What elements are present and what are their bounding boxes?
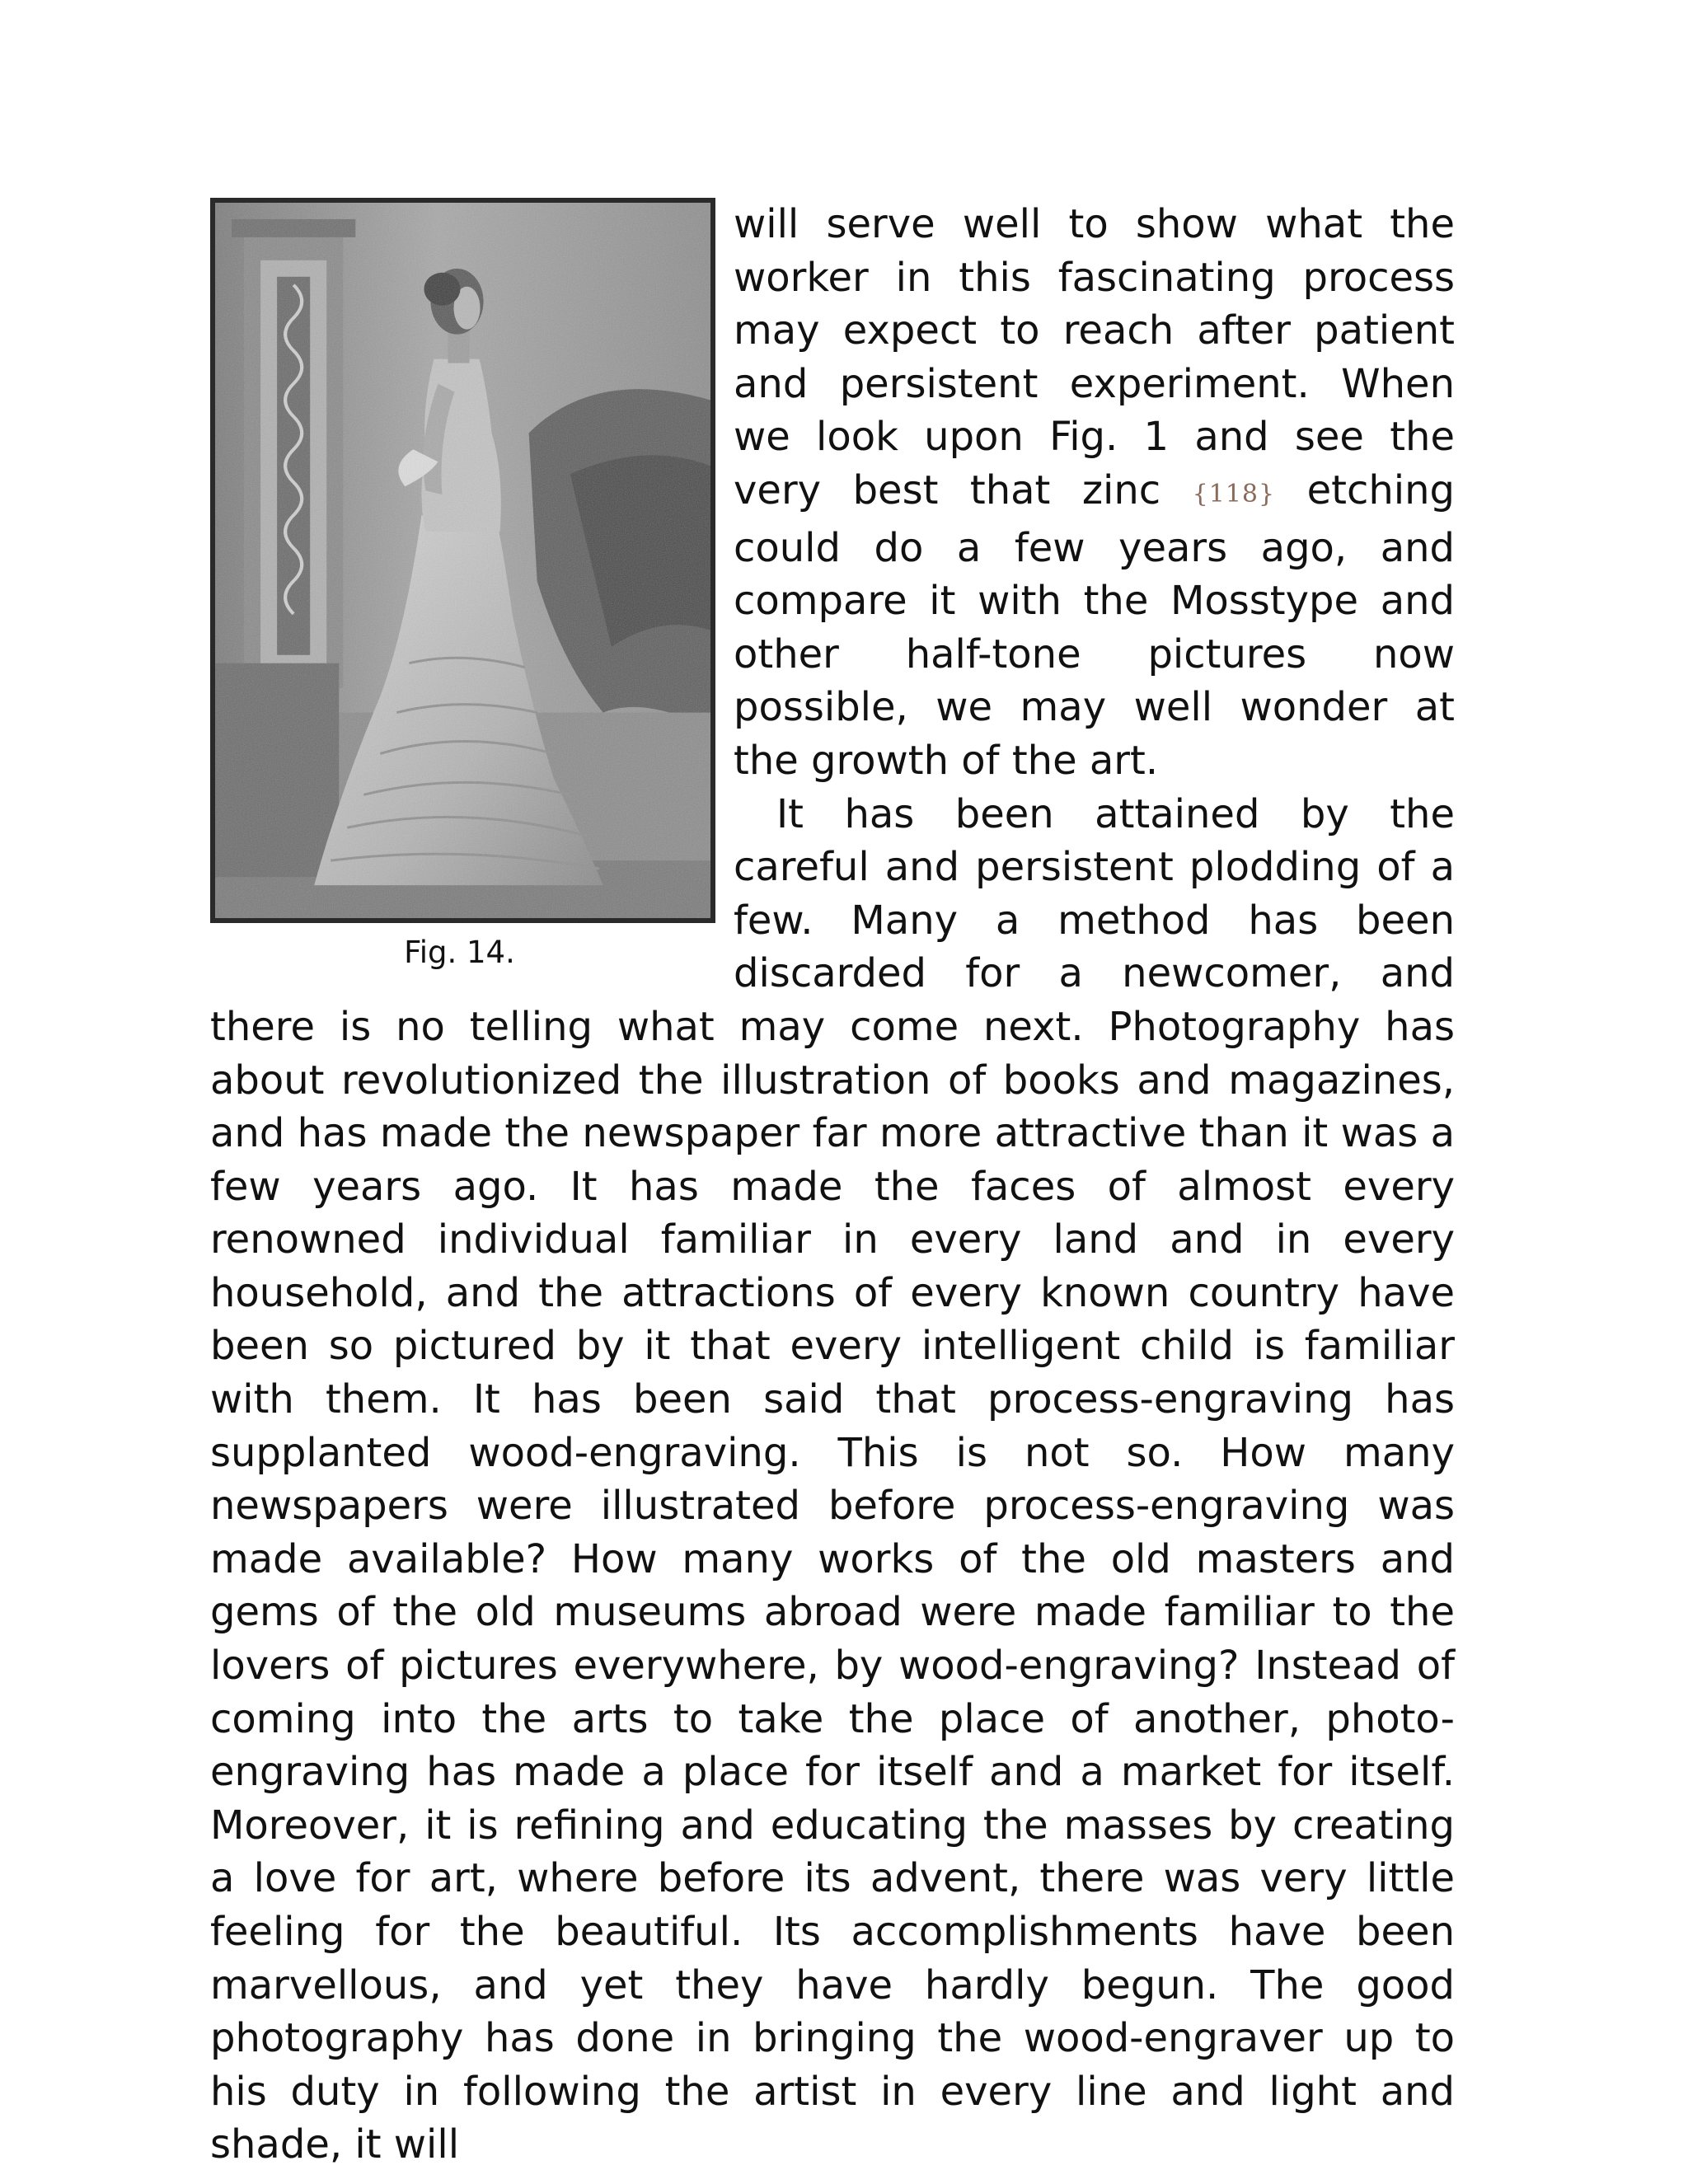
- page-number-marker: {118}: [1192, 479, 1276, 509]
- halftone-photo-woman-in-gown: [210, 198, 715, 923]
- page: [210, 198, 1455, 2172]
- paragraph-1-part-1: will serve well to show what the worker in this fascinating process may expect to reach after patient and persistent experiment. When we look upon Fig. 1 and see the very best that zinc: [734, 201, 1455, 513]
- figure-14: [210, 198, 725, 976]
- photo-illustration: [215, 203, 710, 918]
- figure-caption: Fig. 14.: [404, 935, 515, 970]
- paragraph-2: It has been attained by the careful and persistent plodding of a few. Many a method has been discarded for a newcomer, and there is no telling what may come next. Photography has about revolutionized the illustration of books and magazines, and has made the newspaper far more attractive than it was a few years ago. It has made the faces of almost every renowned individual familiar in every land and in every household, and the attractions of every known country have been so pictured by it that every intelligent child is familiar with them. It has been said that process-engraving has supplanted wood-engraving. This is not so. How many newspapers were illustrated before process-engraving was made available? How many works of the old masters and gems of the old museums abroad were made familiar to the lovers of pictures everywhere, by wood-engraving? Instead of coming into the arts to take the place of another, photo-engraving has made a place for itself and a market for itself. Moreover, it is refining and educating the masses by creating a love for art, where before its advent, there was very little feeling for the beautiful. Its accomplishments have been marvellous, and yet they have hardly begun. The good photography has done in bringing the wood-engraver up to his duty in following the artist in every line and light and shade, it will: [210, 790, 1455, 2168]
- paragraph-1-part-2: etching could do a few years ago, and compare it with the Mosstype and other half-tone pictures now possible, we may well wonder at the growth of the art.: [734, 466, 1455, 784]
